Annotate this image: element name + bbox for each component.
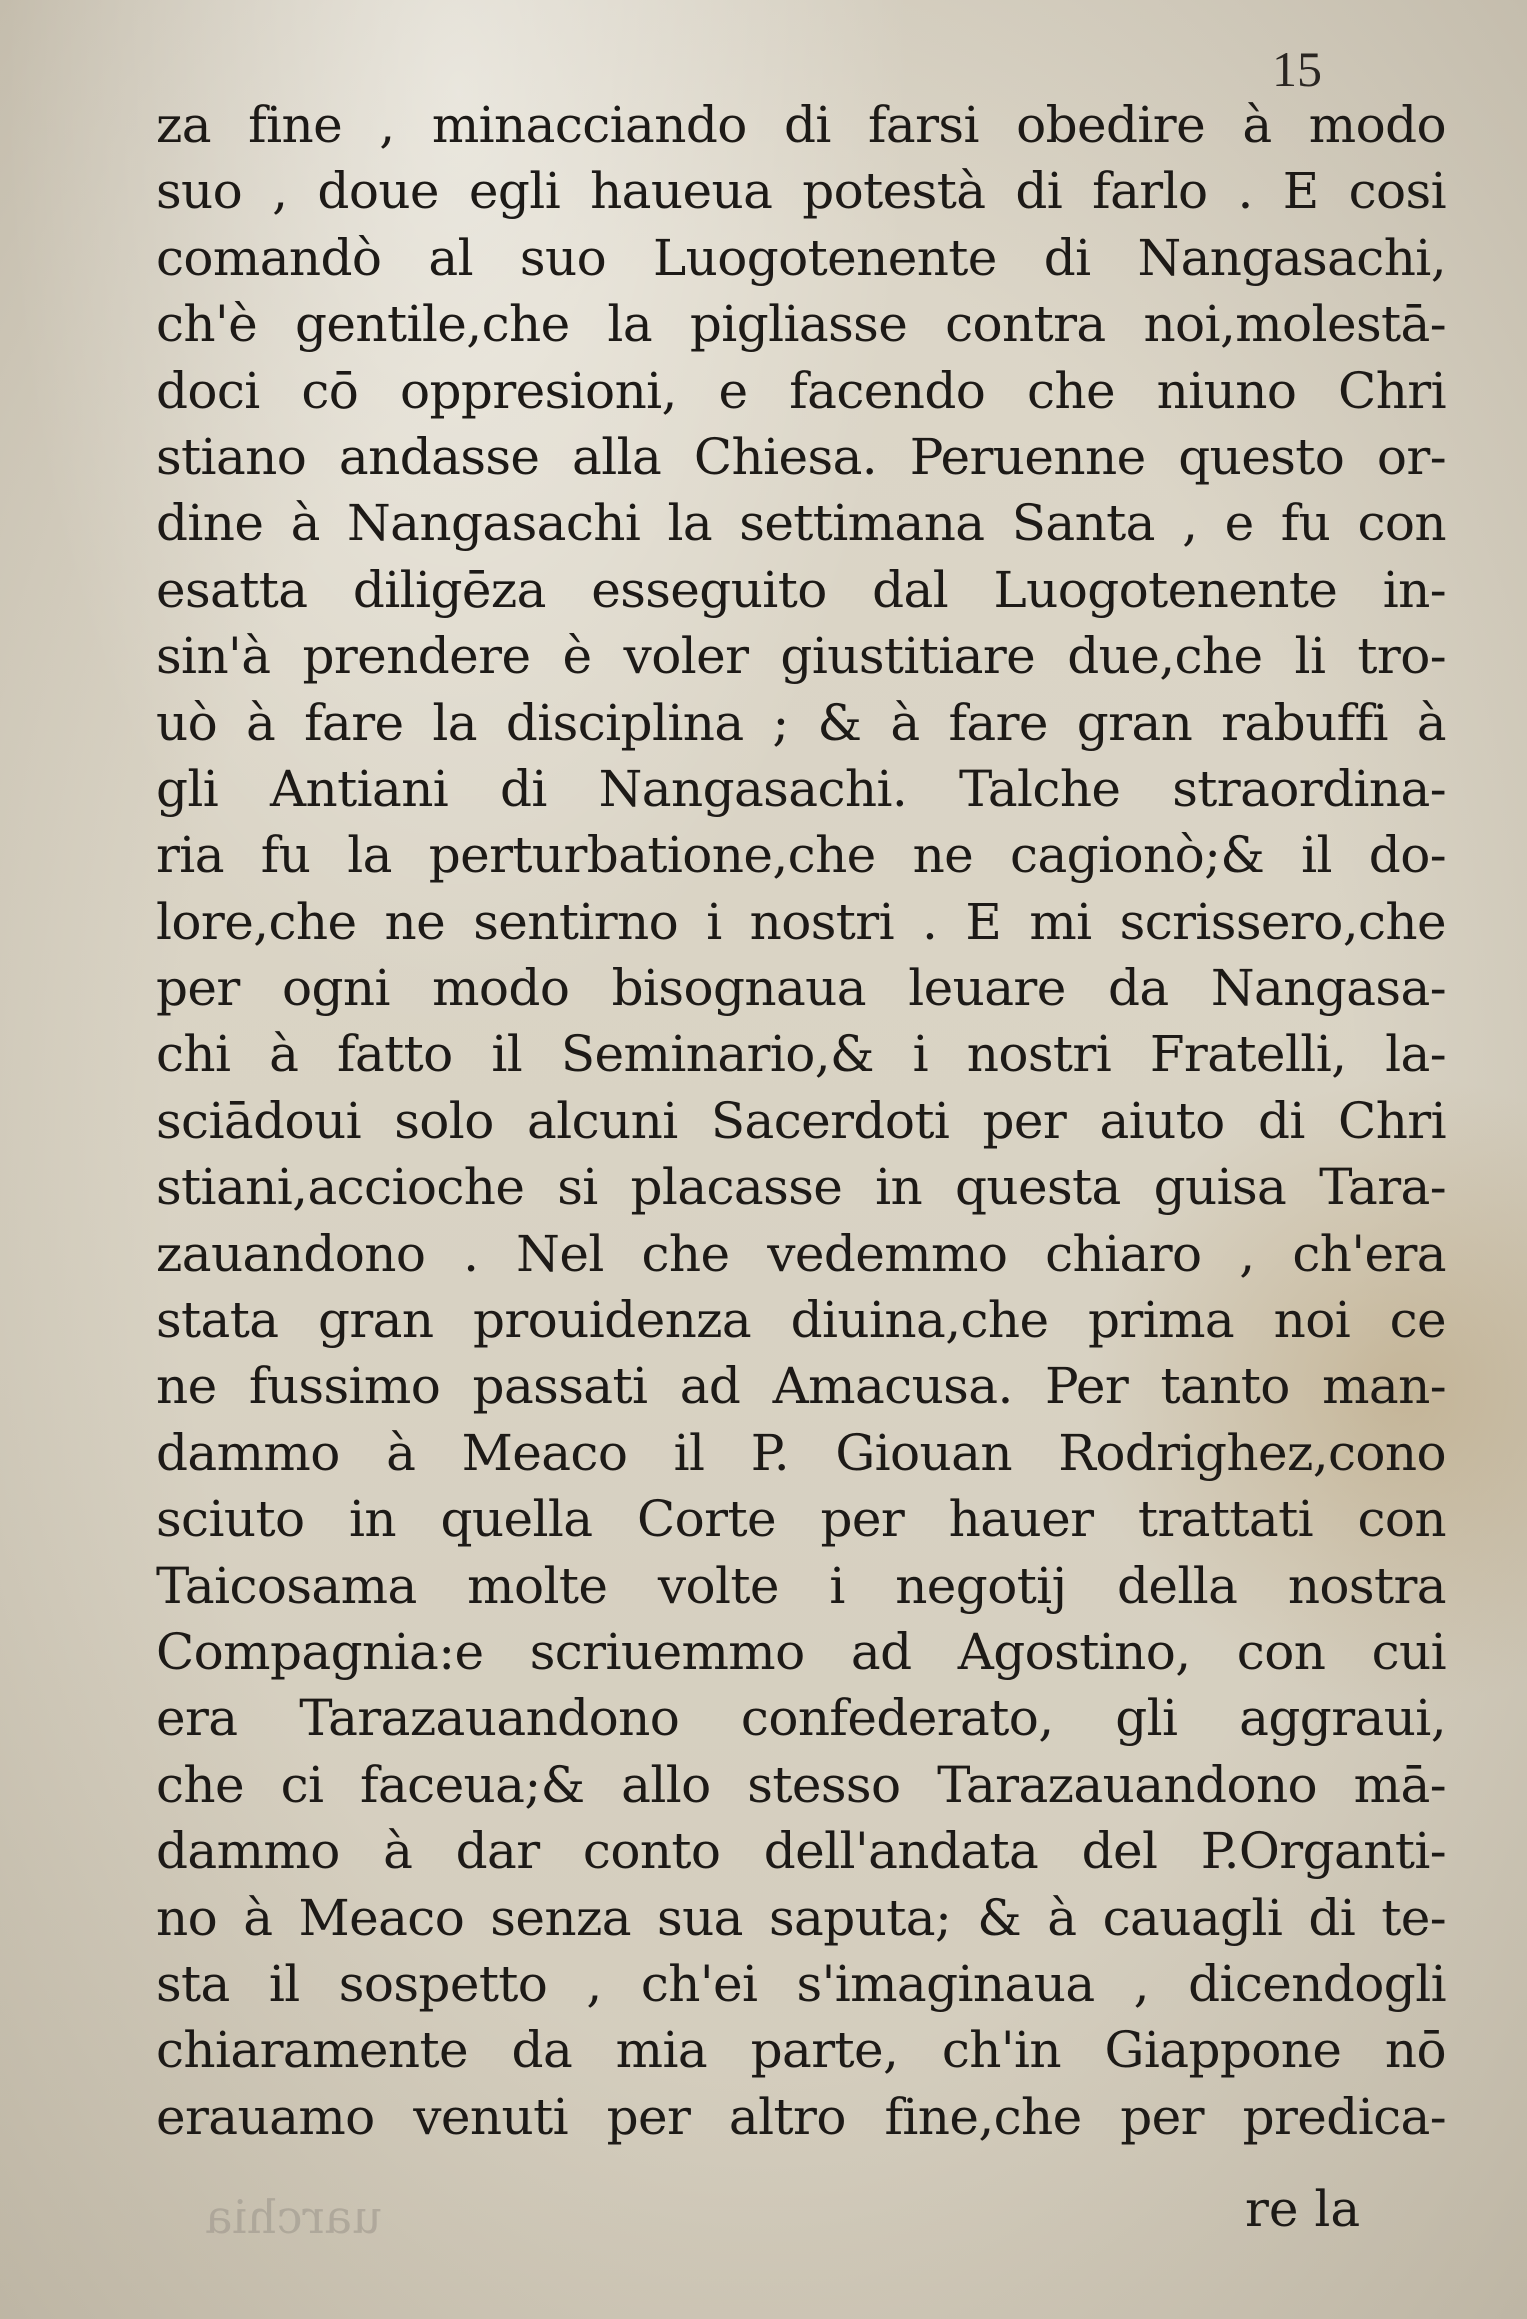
text-line: Taicosama molte volte i negotij della nostra (156, 1556, 1446, 1615)
text-line: no à Meaco senza sua saputa; & à cauagli di te- (156, 1888, 1446, 1947)
text-line: ne fussimo passati ad Amacusa. Per tanto man- (156, 1357, 1446, 1416)
text-line: ch'è gentile,che la pigliasse contra noi,molestā- (156, 295, 1446, 354)
text-line: uò à fare la disciplina ; & à fare gran rabuffi à (156, 693, 1446, 752)
text-line: dammo à Meaco il P. Giouan Rodrighez,cono (156, 1423, 1446, 1482)
text-line: lore,che ne sentirno i nostri . E mi scrissero,che (156, 892, 1446, 951)
text-line: ria fu la perturbatione,che ne cagionò;& il do- (156, 826, 1446, 885)
text-line: per ogni modo bisognaua leuare da Nangasa- (156, 959, 1446, 1018)
text-line: dine à Nangasachi la settimana Santa , e fu con (156, 494, 1446, 553)
text-line: Compagnia:e scriuemmo ad Agostino, con cui (156, 1622, 1446, 1681)
text-line: suo , doue egli haueua potestà di farlo . E cosi (156, 162, 1446, 221)
text-line: erauamo venuti per altro fine,che per predica- (156, 2087, 1446, 2146)
text-line: sciuto in quella Corte per hauer trattati con (156, 1490, 1446, 1549)
text-line: sciādoui solo alcuni Sacerdoti per aiuto di Chri (156, 1091, 1446, 1150)
body-text (156, 92, 1446, 2150)
text-line: sta il sospetto , ch'ei s'imaginaua , dicendogli (156, 1954, 1446, 2013)
text-line: za fine , minacciando di farsi obedire à modo (156, 96, 1446, 154)
page-number: 15 (1272, 41, 1322, 97)
text-line: stiani,accioche si placasse in questa guisa Tara- (156, 1158, 1446, 1217)
text-line: chiaramente da mia parte, ch'in Giappone nō (156, 2021, 1446, 2080)
text-line: era Tarazauandono confederato, gli aggraui, (156, 1689, 1446, 1748)
text-line: zauandono . Nel che vedemmo chiaro , ch'era (156, 1224, 1446, 1283)
text-line: sin'à prendere è voler giustitiare due,che li tro- (156, 627, 1446, 686)
text-line: gli Antiani di Nangasachi. Talche straordina- (156, 759, 1446, 818)
bleed-through-text: uarchia (205, 2190, 382, 2244)
catchword: re la (1245, 2180, 1361, 2238)
text-line: stata gran prouidenza diuina,che prima noi ce (156, 1291, 1446, 1350)
text-line: stiano andasse alla Chiesa. Peruenne questo or- (156, 427, 1446, 486)
text-line: chi à fatto il Seminario,& i nostri Fratelli, la- (156, 1025, 1446, 1084)
text-line: doci cō oppresioni, e facendo che niuno Chri (156, 361, 1446, 420)
text-line: che ci faceua;& allo stesso Tarazauandono mā- (156, 1755, 1446, 1814)
text-line: esatta diligēza esseguito dal Luogotenente in- (156, 560, 1446, 619)
text-line: dammo à dar conto dell'andata del P.Organti- (156, 1822, 1446, 1881)
text-line: comandò al suo Luogotenente di Nangasachi, (156, 228, 1446, 287)
